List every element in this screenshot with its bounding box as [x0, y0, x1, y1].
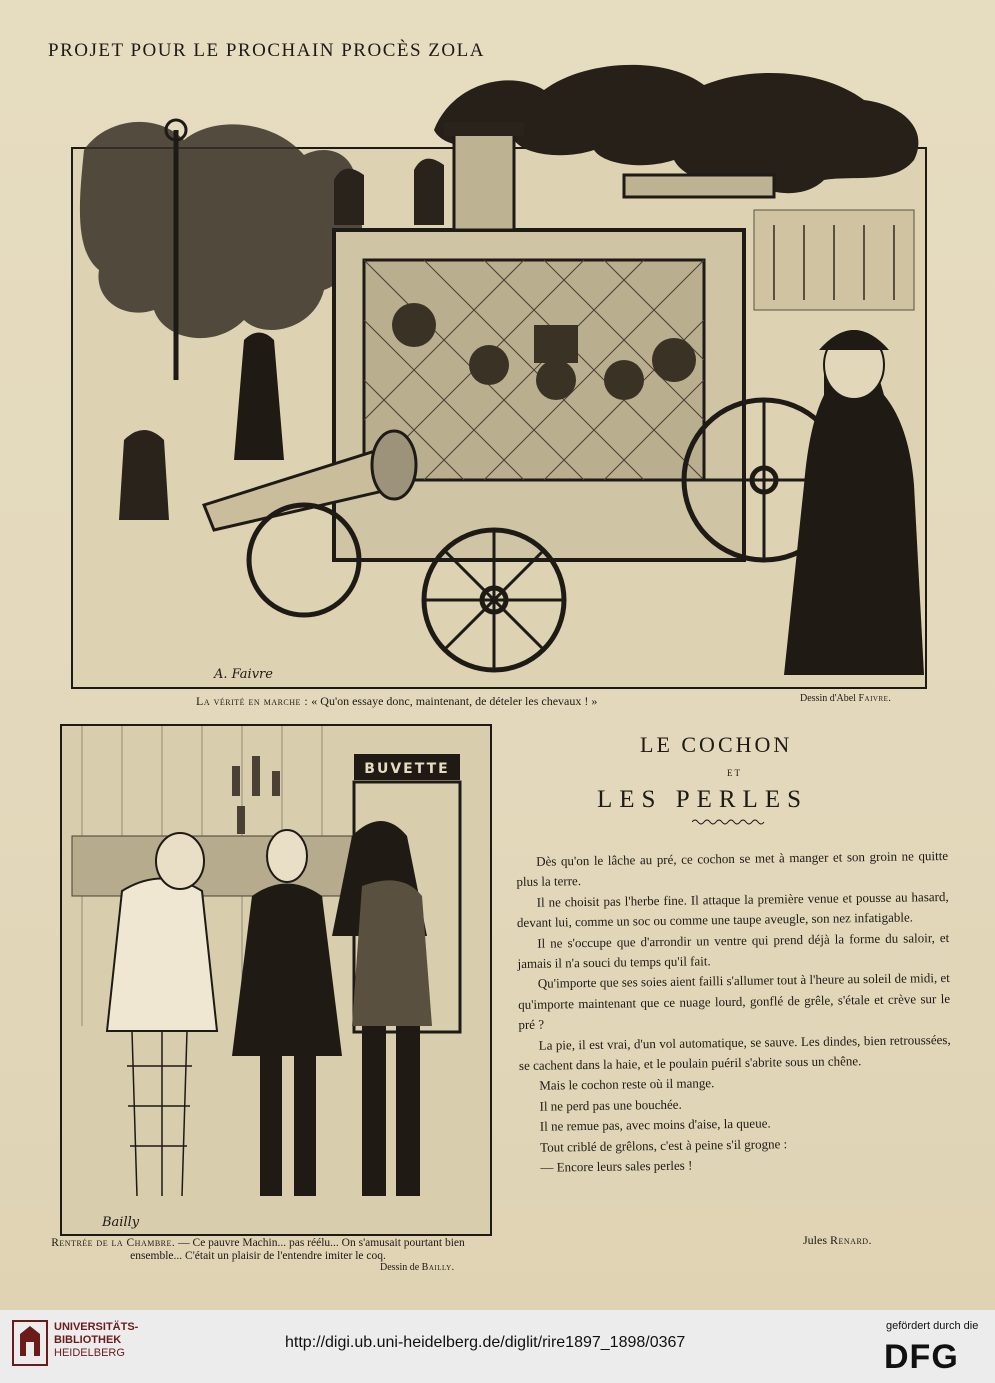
- illustration1-signature: A. Faivre: [214, 667, 273, 682]
- source-url-link[interactable]: http://digi.ub.uni-heidelberg.de/diglit/rire1897_1898/0367: [285, 1334, 686, 1351]
- article-paragraph: Dès qu'on le lâche au pré, ce cochon se met à manger et son groin ne quitte plus la terre.: [516, 847, 949, 890]
- illustration2-caption: [28, 1237, 488, 1263]
- article-conjunction: ET: [727, 768, 742, 778]
- article-body: [516, 846, 953, 1178]
- article-title: LE COCHON: [640, 732, 793, 757]
- article-author: [803, 1233, 872, 1248]
- illustration-steam-carriage: [64, 60, 934, 692]
- illustration1-credit-prefix: Dessin d'Abel: [800, 693, 859, 704]
- illustration2-credit: [380, 1262, 455, 1273]
- illustration1-credit: [800, 693, 891, 704]
- university-seal-icon: [12, 1320, 48, 1366]
- article-paragraph: Tout criblé de grêlons, c'est à peine s'il grogne :: [540, 1135, 788, 1155]
- funding-note: gefördert durch die: [886, 1320, 979, 1332]
- article-paragraph: Il ne remue pas, avec moins d'aise, la queue.: [539, 1115, 771, 1134]
- article-paragraph: Qu'importe que ses soies aient failli s'allumer tout à l'heure au soleil de midi, et qu'importe maintenant que ce nuage lourd, gonflé de grêle, s'étale et crève sur le pré ?: [518, 970, 951, 1033]
- illustration1-caption-title: La vérité en marche :: [196, 694, 309, 708]
- title-ornament: [692, 818, 766, 826]
- institution-line-3: HEIDELBERG: [54, 1347, 125, 1359]
- institution-name: [54, 1321, 138, 1360]
- buvette-sign: BUVETTE: [364, 761, 450, 777]
- illustration1-caption: [196, 694, 597, 709]
- article-paragraph: Mais le cochon reste où il mange.: [539, 1075, 715, 1094]
- illustration2-signature: Bailly: [102, 1215, 140, 1230]
- illustration-buvette: [62, 726, 490, 1234]
- illustration2-credit-prefix: Dessin de: [380, 1262, 422, 1273]
- illustration2-caption-title: Rentrée de la Chambre.: [51, 1237, 176, 1249]
- institution-line-1: UNIVERSITÄTS-: [54, 1321, 139, 1333]
- illustration-buvette-frame: [60, 724, 492, 1236]
- dfg-logo: DFG: [884, 1338, 959, 1376]
- illustration2-caption-text: — Ce pauvre Machin... pas réélu... On s'amusait pourtant bien ensemble... C'était un plaisir de l'entendre imiter le coq.: [130, 1237, 465, 1262]
- institution-line-2: BIBLIOTHEK: [54, 1334, 122, 1346]
- illustration2-credit-name: Bailly.: [421, 1262, 455, 1273]
- article-paragraph: Il ne choisit pas l'herbe fine. Il attaque la première venue et pousse au hasard, devant lui, comme un soc ou comme une taupe aveugle, son nez infatigable.: [516, 888, 949, 931]
- author-first-name: Jules: [803, 1233, 830, 1247]
- article-paragraph: La pie, il est vrai, d'un vol automatique, se sauve. Les dindes, bien retroussées, se cachent dans la haie, et le poulain puéril s'abrite sous un chêne.: [518, 1031, 951, 1074]
- top-title: PROJET POUR LE PROCHAIN PROCÈS ZOLA: [48, 40, 485, 61]
- illustration1-caption-quote: « Qu'on essaye donc, maintenant, de dételer les chevaux ! »: [308, 694, 598, 708]
- illustration1-credit-name: Faivre.: [858, 693, 892, 704]
- article-paragraph: — Encore leurs sales perles !: [540, 1157, 693, 1175]
- article-subtitle: LES PERLES: [597, 786, 808, 813]
- article-paragraph: Il ne perd pas une bouchée.: [539, 1096, 682, 1114]
- author-last-name: Renard.: [830, 1233, 873, 1247]
- article-paragraph: Il ne s'occupe que d'arrondir un ventre qui prend déjà la forme du saloir, et jamais il n'a souci du temps qu'il fait.: [517, 929, 950, 972]
